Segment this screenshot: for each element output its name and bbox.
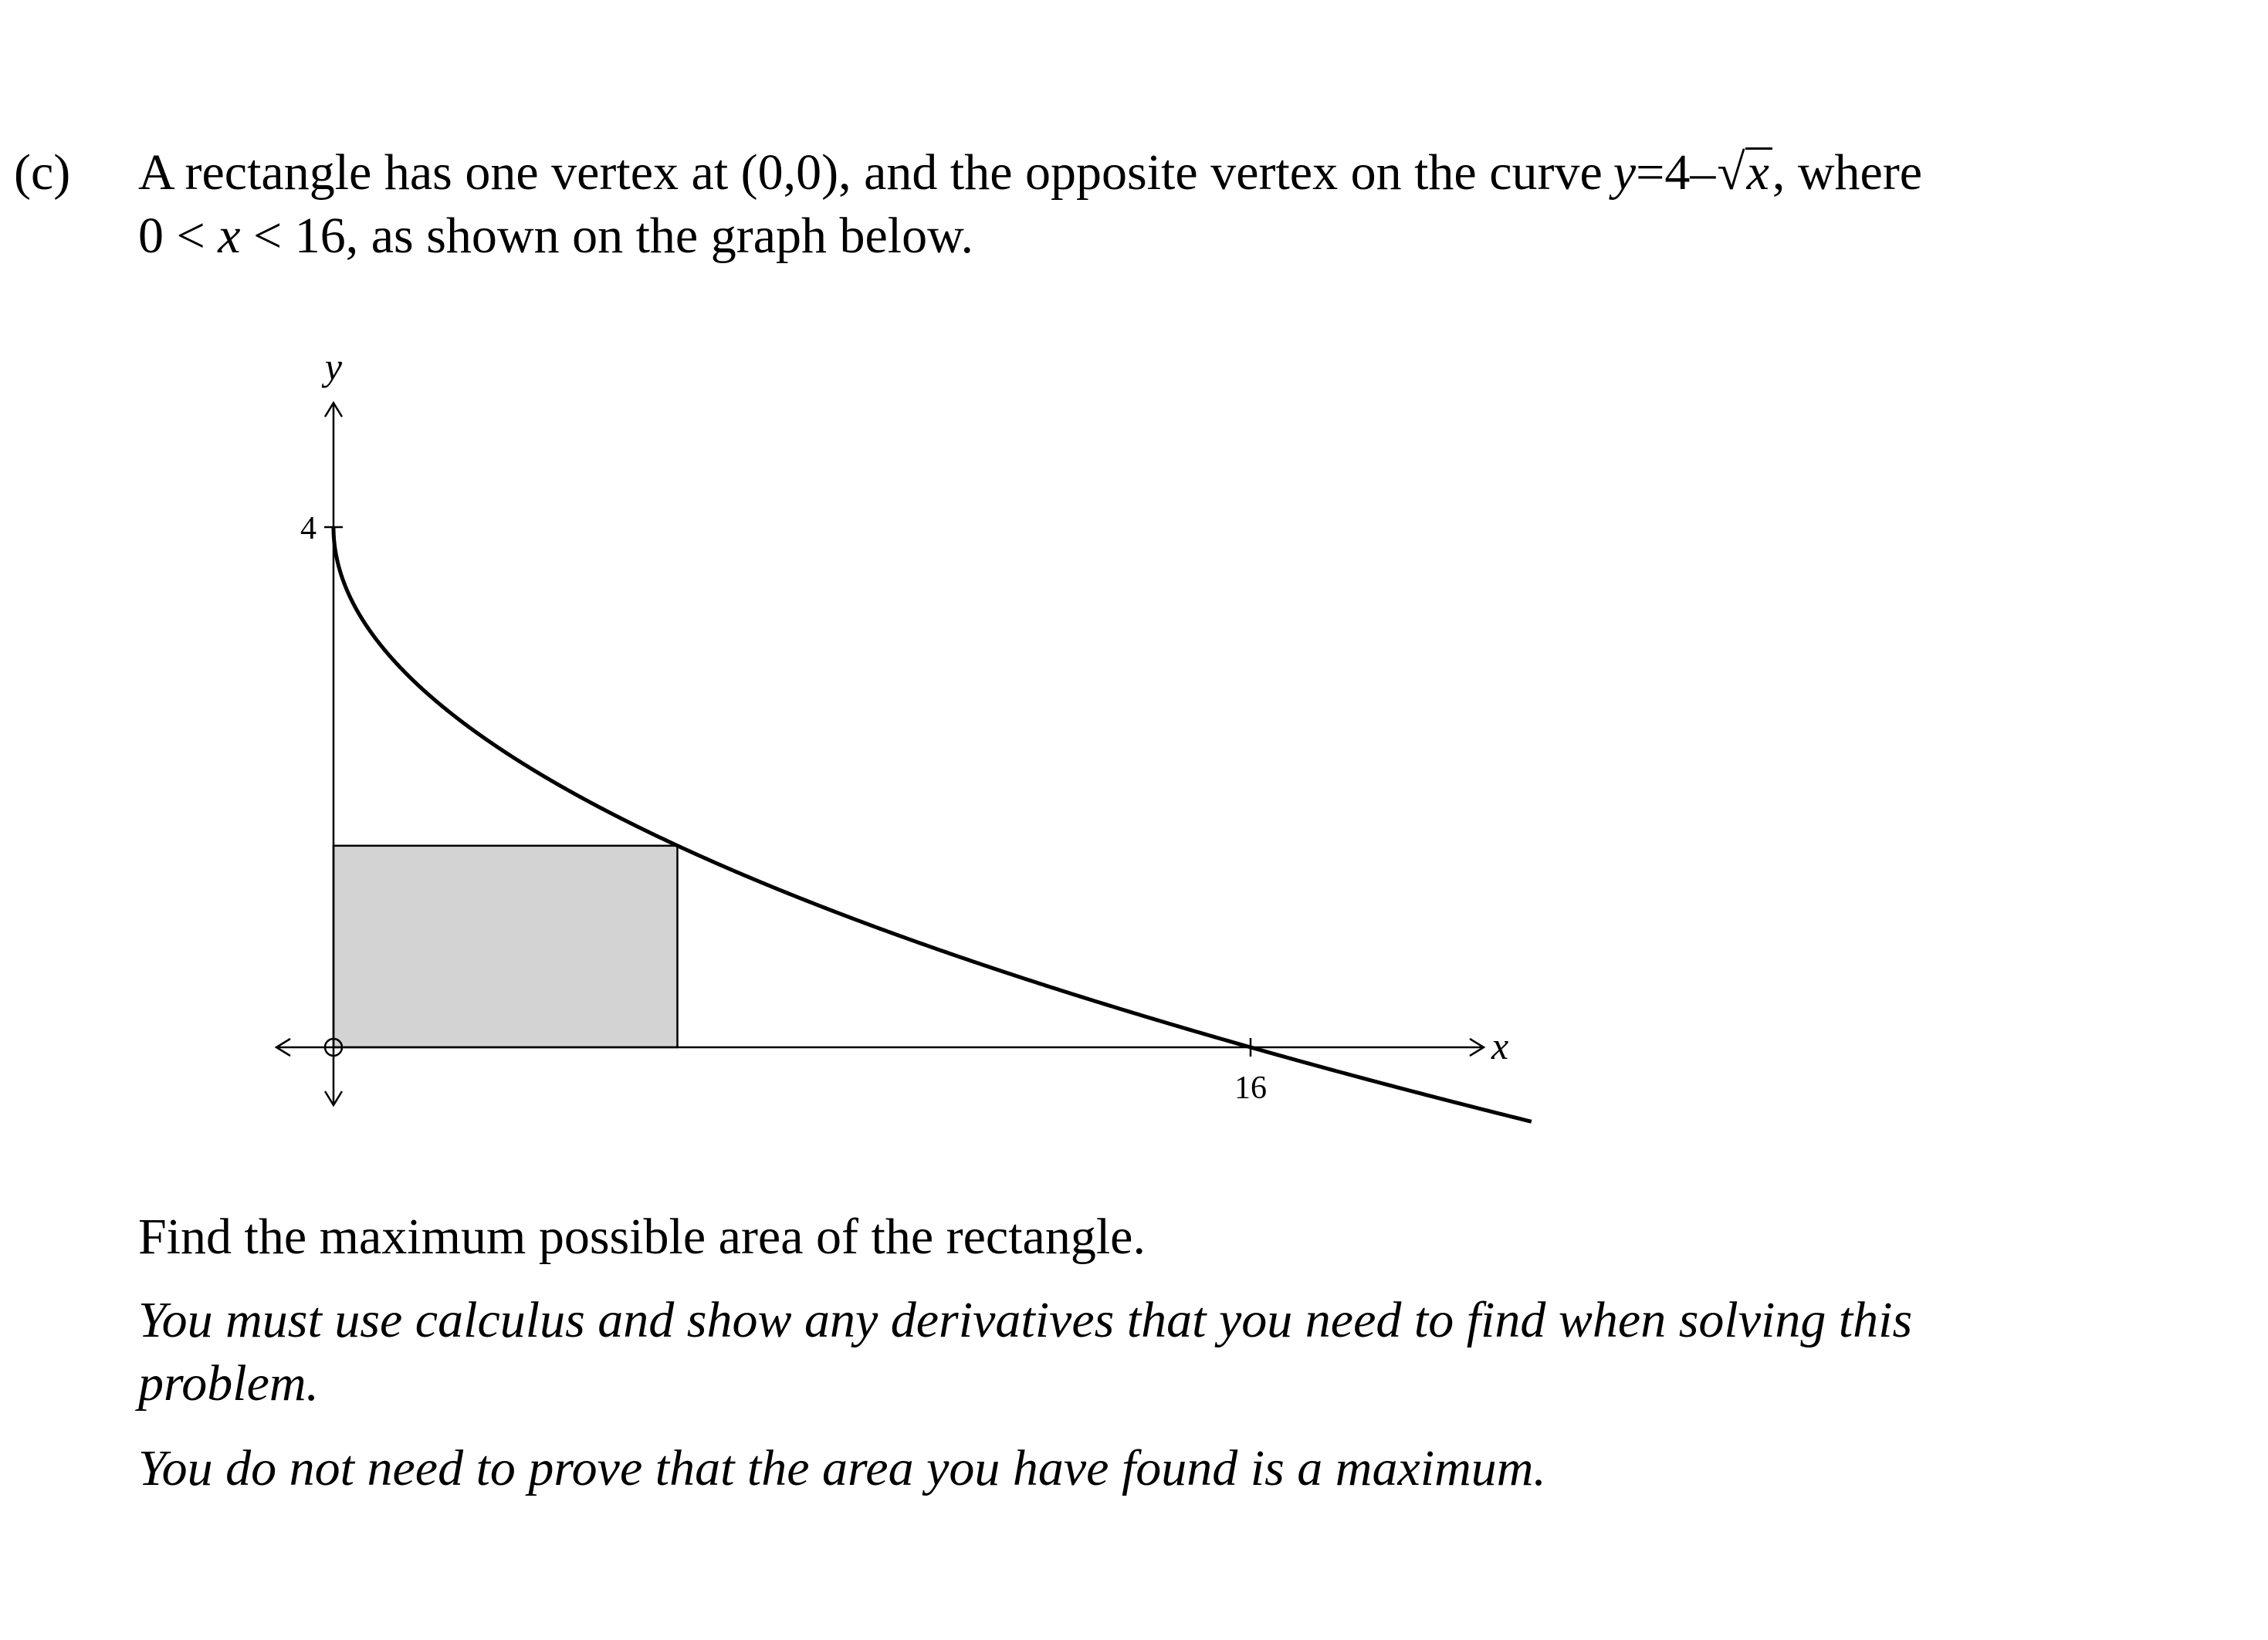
equation-trailing: , where [1772,144,1923,201]
origin-marker-icon [325,1039,342,1056]
equation-constant: 4 [1664,144,1691,201]
radical-sign-icon: √ [1717,144,1745,201]
curve-equation [1613,144,1772,201]
question-stem [138,141,2222,268]
instructions [138,1205,2222,1522]
stem-line-2-rest: , as shown on the graph below. [345,208,974,264]
calculus-note: You must use calculus and show any derivatives that you need to find when solving this problem. [138,1292,1913,1412]
radicand: x [1745,147,1772,196]
domain-var: x [218,208,241,264]
domain-lt-2: < [253,208,283,264]
stem-line-1 [138,141,2222,205]
domain-lower: 0 [138,208,164,264]
domain-upper: 16 [294,208,346,264]
y-axis-arrow-up-icon [325,403,342,417]
domain-lt-1: < [176,208,205,264]
x-tick-label: 16 [1234,1070,1267,1106]
equation-minus: – [1690,144,1716,201]
question-label: (c) [14,144,71,201]
y-axis-arrow-down-icon [325,1091,342,1105]
x-axis-arrow-left-icon [276,1039,290,1056]
x-axis-arrow-right-icon [1470,1039,1484,1056]
x-axis-label: x [1491,1024,1509,1067]
square-root [1715,141,1772,205]
y-tick-label: 4 [300,511,317,546]
equation-equals: = [1636,144,1665,201]
curve-line [333,527,1532,1121]
equation-lhs: y [1613,144,1637,201]
task-text: Find the maximum possible area of the rectangle. [138,1209,1146,1265]
y-axis-label: y [324,345,343,388]
proof-note: You do not need to prove that the area you have found is a maximum. [138,1440,1546,1496]
stem-line-2 [138,205,2222,268]
stem-line-1-text: A rectangle has one vertex at (0,0), and the opposite vertex on the curve [138,144,1603,201]
shaded-rectangle [333,846,678,1047]
